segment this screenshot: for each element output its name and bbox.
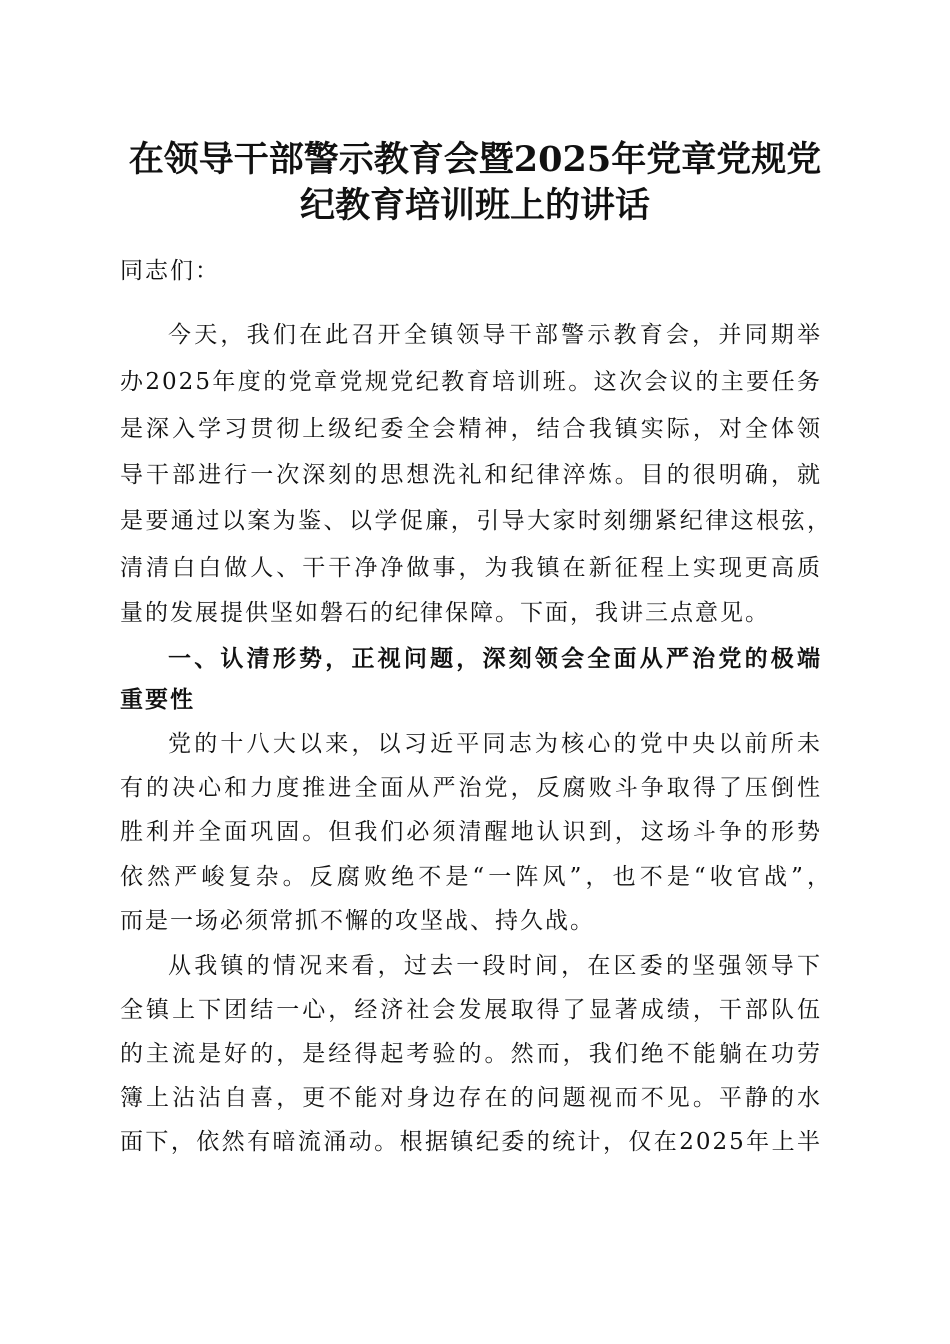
paragraph-1-line: 量的发展提供坚如磐石的纪律保障。下面，我讲三点意见。 xyxy=(120,600,770,626)
paragraph-2-line: 胜利并全面巩固。但我们必须清醒地认识到，这场斗争的形势 xyxy=(120,819,822,845)
paragraph-1-line: 是深入学习贯彻上级纪委全会精神，结合我镇实际，对全体领 xyxy=(120,416,822,442)
paragraph-1-line: 今天，我们在此召开全镇领导干部警示教育会，并同期举 xyxy=(168,322,822,348)
paragraph-3-line: 的主流是好的，是经得起考验的。然而，我们绝不能躺在功劳 xyxy=(120,1041,822,1067)
paragraph-1-line: 导干部进行一次深刻的思想洗礼和纪律淬炼。目的很明确，就 xyxy=(120,462,822,488)
paragraph-3-line: 面下，依然有暗流涌动。根据镇纪委的统计，仅在2025年上半 xyxy=(120,1129,822,1155)
paragraph-2-line: 党的十八大以来，以习近平同志为核心的党中央以前所未 xyxy=(168,731,822,757)
section-heading-1: 一、认清形势，正视问题，深刻领会全面从严治党的极端 xyxy=(168,645,822,672)
paragraph-1-line: 清清白白做人、干干净净做事，为我镇在新征程上实现更高质 xyxy=(120,555,822,581)
document-title-line-1: 在领导干部警示教育会暨2025年党章党规党 xyxy=(128,139,822,180)
paragraph-2-line: 依然严峻复杂。反腐败绝不是“一阵风”，也不是“收官战”， xyxy=(120,864,832,890)
paragraph-1-line: 办2025年度的党章党规党纪教育培训班。这次会议的主要任务 xyxy=(120,369,822,395)
paragraph-3-line: 簿上沾沾自喜，更不能对身边存在的问题视而不见。平静的水 xyxy=(120,1085,822,1111)
section-heading-1: 重要性 xyxy=(120,686,195,713)
paragraph-3-line: 全镇上下团结一心，经济社会发展取得了显著成绩，干部队伍 xyxy=(120,997,822,1023)
paragraph-2-line: 有的决心和力度推进全面从严治党，反腐败斗争取得了压倒性 xyxy=(120,775,822,801)
paragraph-1-line: 是要通过以案为鉴、以学促廉，引导大家时刻绷紧纪律这根弦， xyxy=(120,508,832,534)
document-title-line-2: 纪教育培训班上的讲话 xyxy=(299,185,650,226)
salutation: 同志们： xyxy=(120,258,220,284)
paragraph-3-line: 从我镇的情况来看，过去一段时间，在区委的坚强领导下 xyxy=(168,953,822,979)
paragraph-2-line: 而是一场必须常抓不懈的攻坚战、持久战。 xyxy=(120,908,595,934)
